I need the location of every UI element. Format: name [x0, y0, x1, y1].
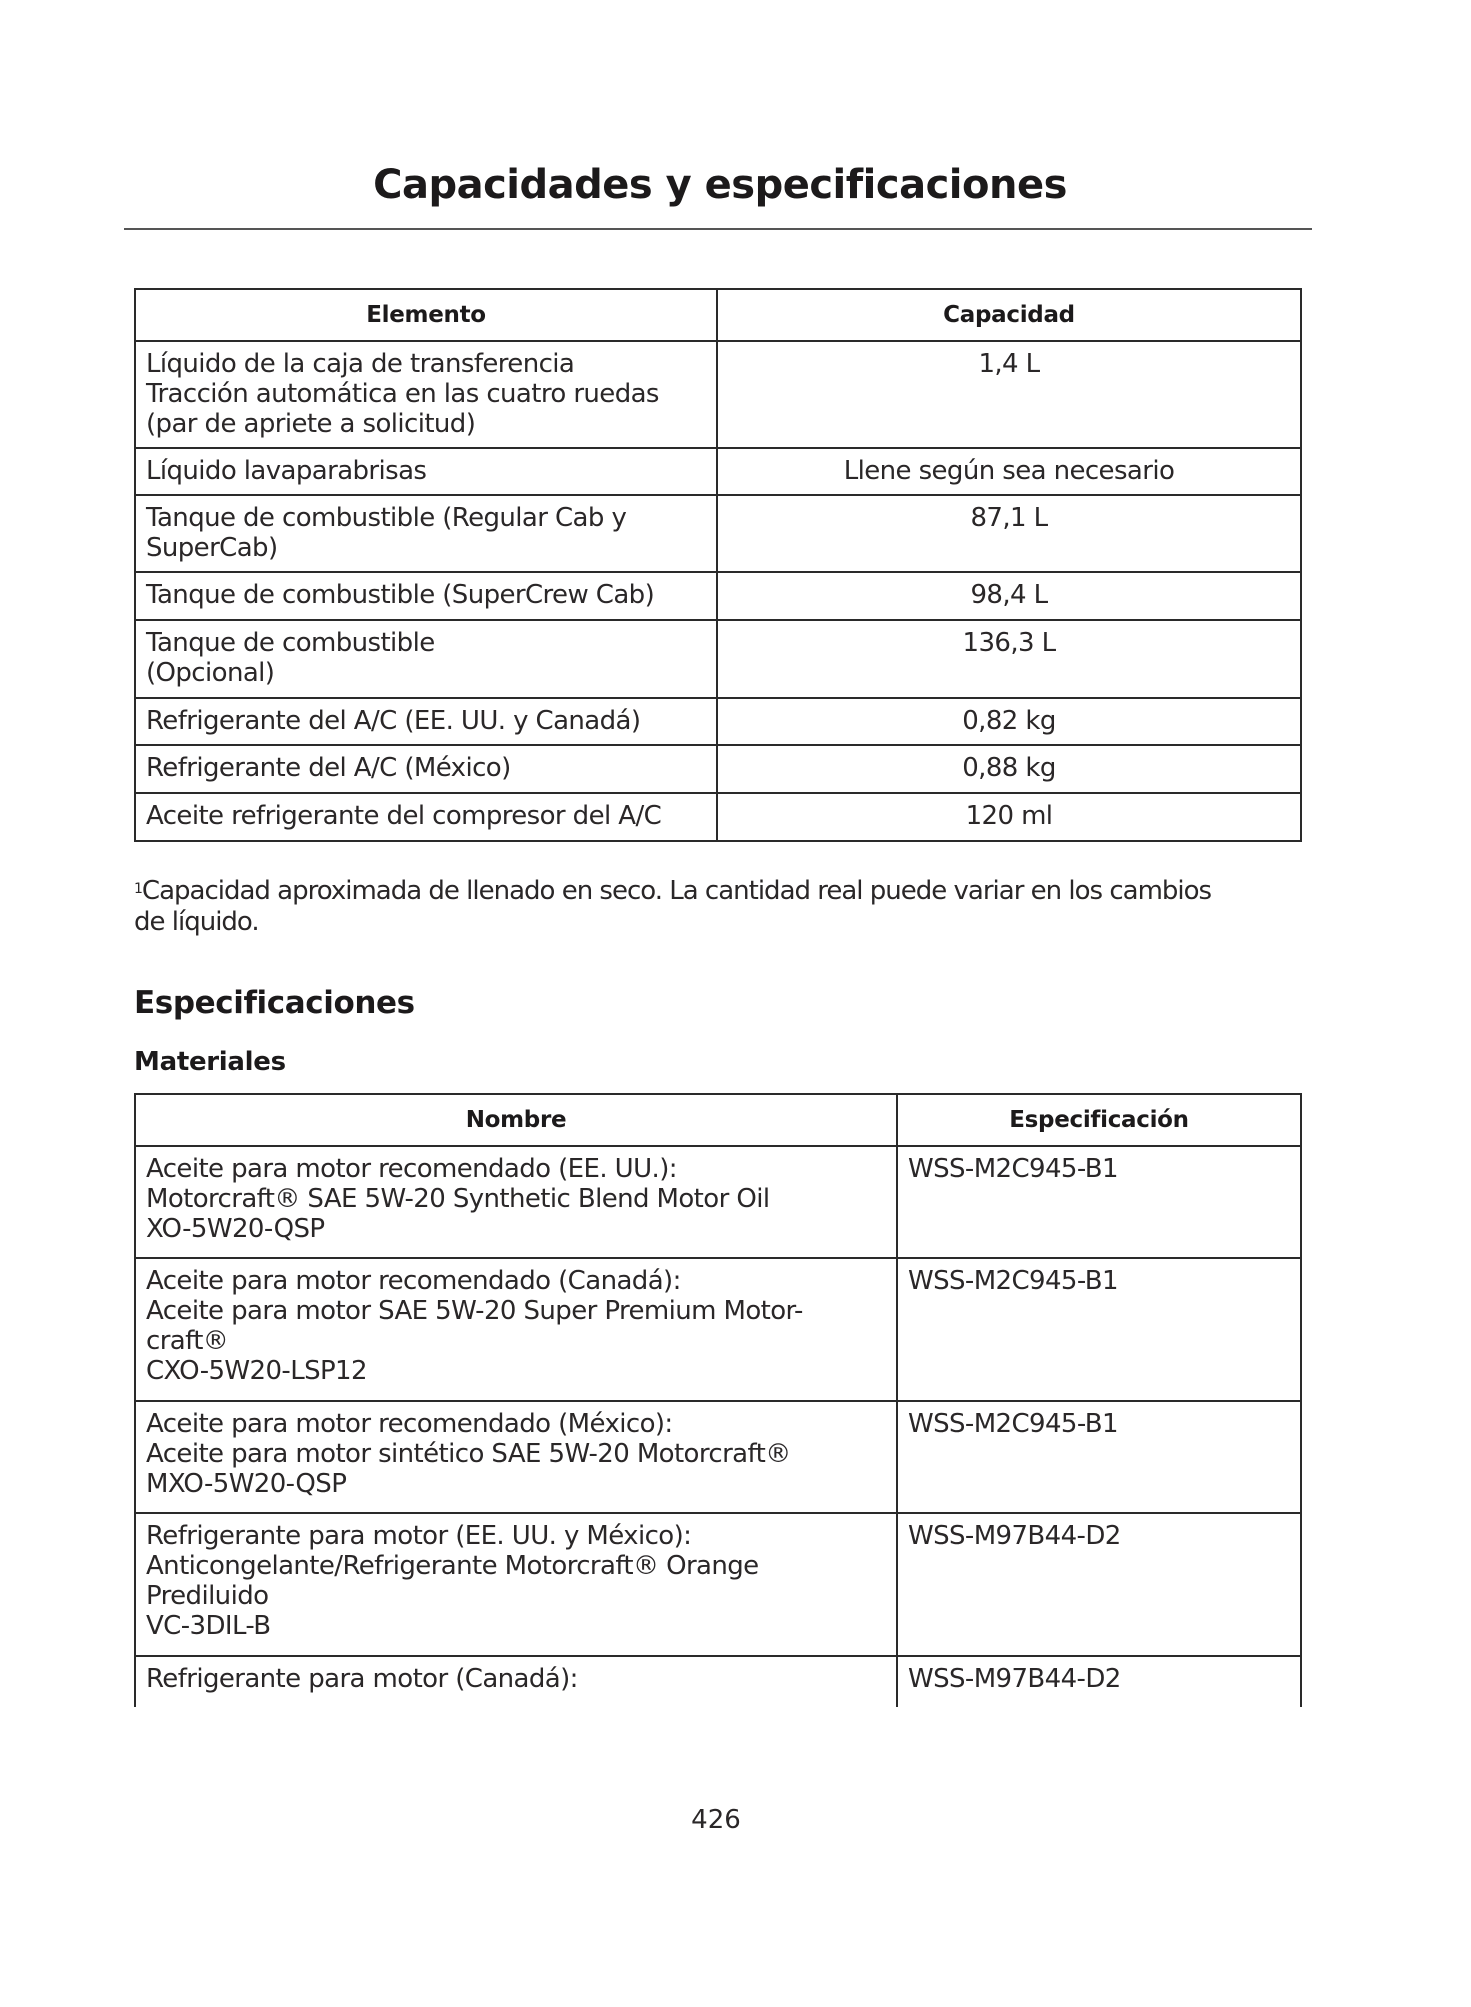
materials-table [134, 1093, 1302, 1757]
spec-cell: WSS-M97B44-D2 [897, 1513, 1301, 1656]
name-cell: Aceite para motor recomendado (EE. UU.): Motorcraft® SAE 5W-20 Synthetic Blend Motor Oil XO-5W20-QSP [135, 1146, 897, 1258]
table-row [135, 620, 1301, 698]
column-header-capacity: Capacidad [717, 289, 1301, 341]
title-divider [124, 228, 1312, 230]
table-row [135, 1401, 1301, 1513]
page-title: Capacidades y especificaciones [373, 162, 1067, 208]
spec-cell: WSS-M2C945-B1 [897, 1258, 1301, 1401]
item-cell: Refrigerante del A/C (EE. UU. y Canadá) [135, 698, 717, 745]
name-cell: Aceite para motor recomendado (Canadá): Aceite para motor SAE 5W-20 Super Premium Motor- craft® CXO-5W20-LSP12 [135, 1258, 897, 1401]
table-row [135, 1513, 1301, 1656]
table-row [135, 448, 1301, 495]
item-cell: Tanque de combustible (SuperCrew Cab) [135, 572, 717, 620]
table-row [135, 1146, 1301, 1258]
table-row [135, 495, 1301, 572]
section-heading-specifications: Especificaciones [134, 985, 415, 1021]
item-cell: Líquido lavaparabrisas [135, 448, 717, 495]
footnote-line-1: Capacidad aproximada de llenado en seco. La cantidad real puede variar en los cambios [141, 876, 1212, 906]
column-header-specification: Especificación [897, 1094, 1301, 1146]
footnote [134, 876, 1314, 938]
item-cell: Refrigerante del A/C (México) [135, 745, 717, 793]
table-row [135, 745, 1301, 793]
item-cell: Líquido de la caja de transferencia Tracción automática en las cuatro ruedas (par de apriete a solicitud) [135, 341, 717, 448]
capacities-table [134, 288, 1302, 842]
footnote-marker: 1 [134, 881, 142, 897]
subsection-heading-materials: Materiales [134, 1047, 286, 1077]
capacity-cell: Llene según sea necesario [717, 448, 1301, 495]
page-number: 426 [691, 1805, 741, 1835]
capacity-cell: 87,1 L [717, 495, 1301, 572]
table-row [135, 793, 1301, 841]
spec-cell: WSS-M2C945-B1 [897, 1401, 1301, 1513]
name-cell: Aceite para motor recomendado (México): Aceite para motor sintético SAE 5W-20 Motorcraft® MXO-5W20-QSP [135, 1401, 897, 1513]
capacity-cell: 136,3 L [717, 620, 1301, 698]
footnote-line-2: de líquido. [134, 907, 259, 937]
table-row [135, 1258, 1301, 1401]
table-row [135, 341, 1301, 448]
capacity-cell: 120 ml [717, 793, 1301, 841]
table-header-row [135, 1094, 1301, 1146]
capacity-cell: 0,82 kg [717, 698, 1301, 745]
column-header-item: Elemento [135, 289, 717, 341]
item-cell: Aceite refrigerante del compresor del A/C [135, 793, 717, 841]
item-cell: Tanque de combustible (Regular Cab y SuperCab) [135, 495, 717, 572]
spec-cell: WSS-M2C945-B1 [897, 1146, 1301, 1258]
capacity-cell: 1,4 L [717, 341, 1301, 448]
capacity-cell: 0,88 kg [717, 745, 1301, 793]
table-header-row [135, 289, 1301, 341]
spec-cell: WSS-M97B44-D2 [897, 1656, 1301, 1756]
table-row [135, 572, 1301, 620]
column-header-name: Nombre [135, 1094, 897, 1146]
item-cell: Tanque de combustible (Opcional) [135, 620, 717, 698]
name-cell: Refrigerante para motor (EE. UU. y México): Anticongelante/Refrigerante Motorcraft® Orange Prediluido VC-3DIL-B [135, 1513, 897, 1656]
capacity-cell: 98,4 L [717, 572, 1301, 620]
name-cell: Refrigerante para motor (Canadá): [135, 1656, 897, 1756]
table-row [135, 698, 1301, 745]
page-bottom-margin [0, 1707, 1471, 2007]
